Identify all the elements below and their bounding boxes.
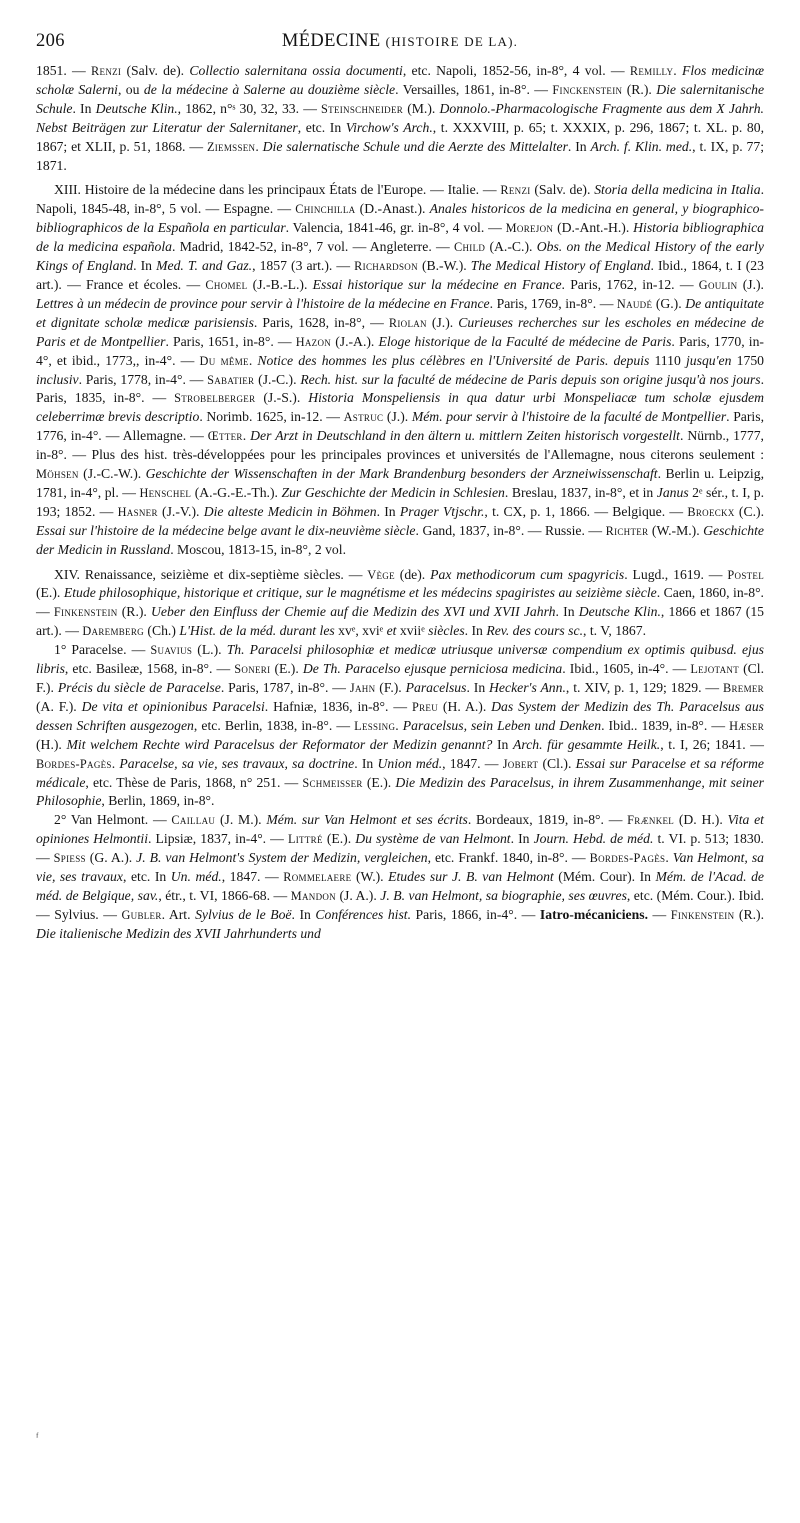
paragraph-xiii-etats: XIII. Histoire de la médecine dans les principaux États de l'Europe. — Italie. — Renzi (Salv. de). Storia della medicina in Italia. Napoli, 1845-48, in-8°, 5 vol. — Espagne. — Chinchilla (D.-Anast.). Anales historicos de la medicina en general, y biographico-bibliographicos de la Española en particular. Valencia, 1841-46, gr. in-8°, 4 vol. — Morejon (D.-Ant.-H.). Historia bibliographica de la medicina española. Madrid, 1842-52, in-8°, 7 vol. — Angleterre. — Child (A.-C.). Obs. on the Medical History of the early Kings of England. In Med. T. and Gaz., 1857 (3 art.). — Richardson (B.-W.). The Medical History of England. Ibid., 1864, t. I (23 art.). — France et écoles. — Chomel (J.-B.-L.). Essai historique sur la médecine en France. Paris, 1762, in-12. — Goulin (J.). Lettres à un médecin de province pour servir à l'histoire de la médecine en France. Paris, 1769, in-8°. — Naudé (G.). De antiquitate et dignitate scholæ medicæ parisiensis. Paris, 1628, in-8°, — Riolan (J.). Curieuses recherches sur les escholes en médecine de Paris et de Montpellier. Paris, 1651, in-8°. — Hazon (J.-A.). Eloge historique de la Faculté de médecine de Paris. Paris, 1770, in-4°, et ibid., 1773,, in-4°. — Du même. Notice des hommes les plus célèbres en l'Université de Paris. depuis 1110 jusqu'en 1750 inclusiv. Paris, 1778, in-4°. — Sabatier (J.-C.). Rech. hist. sur la faculté de médecine de Paris depuis son origine jusqu'à nos jours. Paris, 1835, in-8°. — Strobelberger (J.-S.). Historia Monspeliensis in qua datur urbi Monspeliacæ tum scholæ ejusdem celeberrimæ brevis descriptio. Norimb. 1625, in-12. — Astruc (J.). Mém. pour servir à l'histoire de la faculté de Montpellier. Paris, 1776, in-4°. — Allemagne. — Œtter. Der Arzt in Deutschland in den ältern u. mittlern Zeiten historisch vorgestellt. Nürnb., 1777, in-8°. — Plus des hist. très-développées pour les principales provinces et universités de l'Allemagne, nous citerons seulement : Möhsen (J.-C.-W.). Geschichte der Wissenschaften in der Mark Brandenburg besonders der Arzneiwissenschaft. Berlin u. Leipzig, 1781, in-4°, pl. — Henschel (A.-G.-E.-Th.). Zur Geschichte der Medicin in Schlesien. Breslau, 1837, in-8°, et in Janus 2ᵉ sér., t. I, p. 193; 1852. — Hasner (J.-V.). Die alteste Medicin in Böhmen. In Prager Vtjschr., t. CX, p. 1, 1866. — Belgique. — Broeckx (C.). Essai sur l'histoire de la médecine belge avant le dix-neuvième siècle. Gand, 1837, in-8°. — Russie. — Richter (W.-M.). Geschichte der Medicin in Russland. Moscou, 1813-15, in-8°, 2 vol.: [36, 182, 765, 557]
title-main: MÉDECINE: [281, 31, 381, 51]
paragraph-xiv-renaissance: XIV. Renaissance, seizième et dix-septième siècles. — Vège (de). Pax methodicorum cum spagyricis. Lugd., 1619. — Postel (E.). Etude philosophique, historique et critique, sur le magnétisme et les médecins spagiristes au seizième siècle. Caen, 1860, in-8°. — Finkenstein (R.). Ueber den Einfluss der Chemie auf die Medizin des XVI und XVII Jahrh. In Deutsche Klin., 1866 et 1867 (15 art.). — Daremberg (Ch.) L'Hist. de la méd. durant les xvᵉ, xviᵉ et xviiᵉ siècles. In Rev. des cours sc., t. V, 1867.: [36, 566, 765, 639]
running-header: [36, 22, 764, 62]
paragraph-van-helmont: 2° Van Helmont. — Caillau (J. M.). Mém. sur Van Helmont et ses écrits. Bordeaux, 1819, in-8°. — Frænkel (D. H.). Vita et opiniones Helmontii. Lipsiæ, 1837, in-4°. — Littré (E.). Du système de van Helmont. In Journ. Hebd. de méd. t. VI. p. 513; 1830. — Spiess (G. A.). J. B. van Helmont's System der Medizin, vergleichen, etc. Frankf. 1840, in-8°. — Bordes-Pagès. Van Helmont, sa vie, ses travaux, etc. In Un. méd., 1847. — Rommelaere (W.). Etudes sur J. B. van Helmont (Mém. Cour). In Mém. de l'Acad. de méd. de Belgique, sav., étr., t. VI, 1866-68. — Mandon (J. A.). J. B. van Helmont, sa biographie, ses œuvres, etc. (Mém. Cour.). Ibid. — Sylvius. — Gubler. Art. Sylvius de le Boë. In Conférences hist. Paris, 1866, in-4°. — Iatro-mécaniciens. — Finkenstein (R.). Die italienische Medizin des XVII Jahrhunderts und: [36, 812, 765, 941]
page-title: [36, 31, 764, 52]
body-text: [36, 62, 764, 944]
paragraph-paracelse: 1° Paracelse. — Suavius (L.). Th. Paracelsi philosophiæ et medicæ utriusque universæ compendium ex optimis quibusd. ejus libris, etc. Basileæ, 1568, in-8°. — Soneri (E.). De Th. Paracelso ejusque perniciosa medicina. Ibid., 1605, in-4°. — Lejotant (Cl. F.). Précis du siècle de Paracelse. Paris, 1787, in-8°. — Jahn (F.). Paracelsus. In Hecker's Ann., t. XIV, p. 1, 129; 1829. — Bremer (A. F.). De vita et opinionibus Paracelsi. Hafniæ, 1836, in-8°. — Preu (H. A.). Das System der Medizin des Th. Paracelsus aus dessen Schriften ausgezogen, etc. Berlin, 1838, in-8°. — Lessing. Paracelsus, sein Leben und Denken. Ibid.. 1839, in-8°. — Hæser (H.). Mit welchem Rechte wird Paracelsus der Reformator der Medizin genannt? In Arch. für gesammte Heilk., t. I, 26; 1841. — Bordes-Pagès. Paracelse, sa vie, ses travaux, sa doctrine. In Union méd., 1847. — Jobert (Cl.). Essai sur Paracelse et sa réforme médicale, etc. Thèse de Paris, 1868, n° 251. — Schmeisser (E.). Die Medizin des Paracelsus, in ihrem Zusammenhange, mit seiner Philosophie, Berlin, 1869, in-8°.: [36, 642, 765, 809]
paragraph-salerne: 1851. — Renzi (Salv. de). Collectio salernitana ossia documenti, etc. Napoli, 1852-56, in-8°, 4 vol. — Remilly. Flos medicinæ scholæ Salerni, ou de la médecine à Salerne au douzième siècle. Versailles, 1861, in-8°. — Finckenstein (R.). Die salernitanische Schule. In Deutsche Klin., 1862, n°ˢ 30, 32, 33. — Steinschneider (M.). Donnolo.-Pharmacologische Fragmente aus dem X Jahrh. Nebst Beiträgen zur Literatur der Salernitaner, etc. In Virchow's Arch., t. XXXVIII, p. 65; t. XXXIX, p. 296, 1867; t. XL. p. 80, 1867; et XLII, p. 51, 1868. — Ziemssen. Die salernatische Schule und die Aerzte des Mittelalter. In Arch. f. Klin. med., t. IX, p. 77; 1871.: [36, 63, 765, 173]
page-number: 206: [36, 31, 65, 51]
margin-mark: ᶠ: [36, 1430, 39, 1444]
title-subtitle: (HISTOIRE DE LA).: [385, 34, 519, 49]
